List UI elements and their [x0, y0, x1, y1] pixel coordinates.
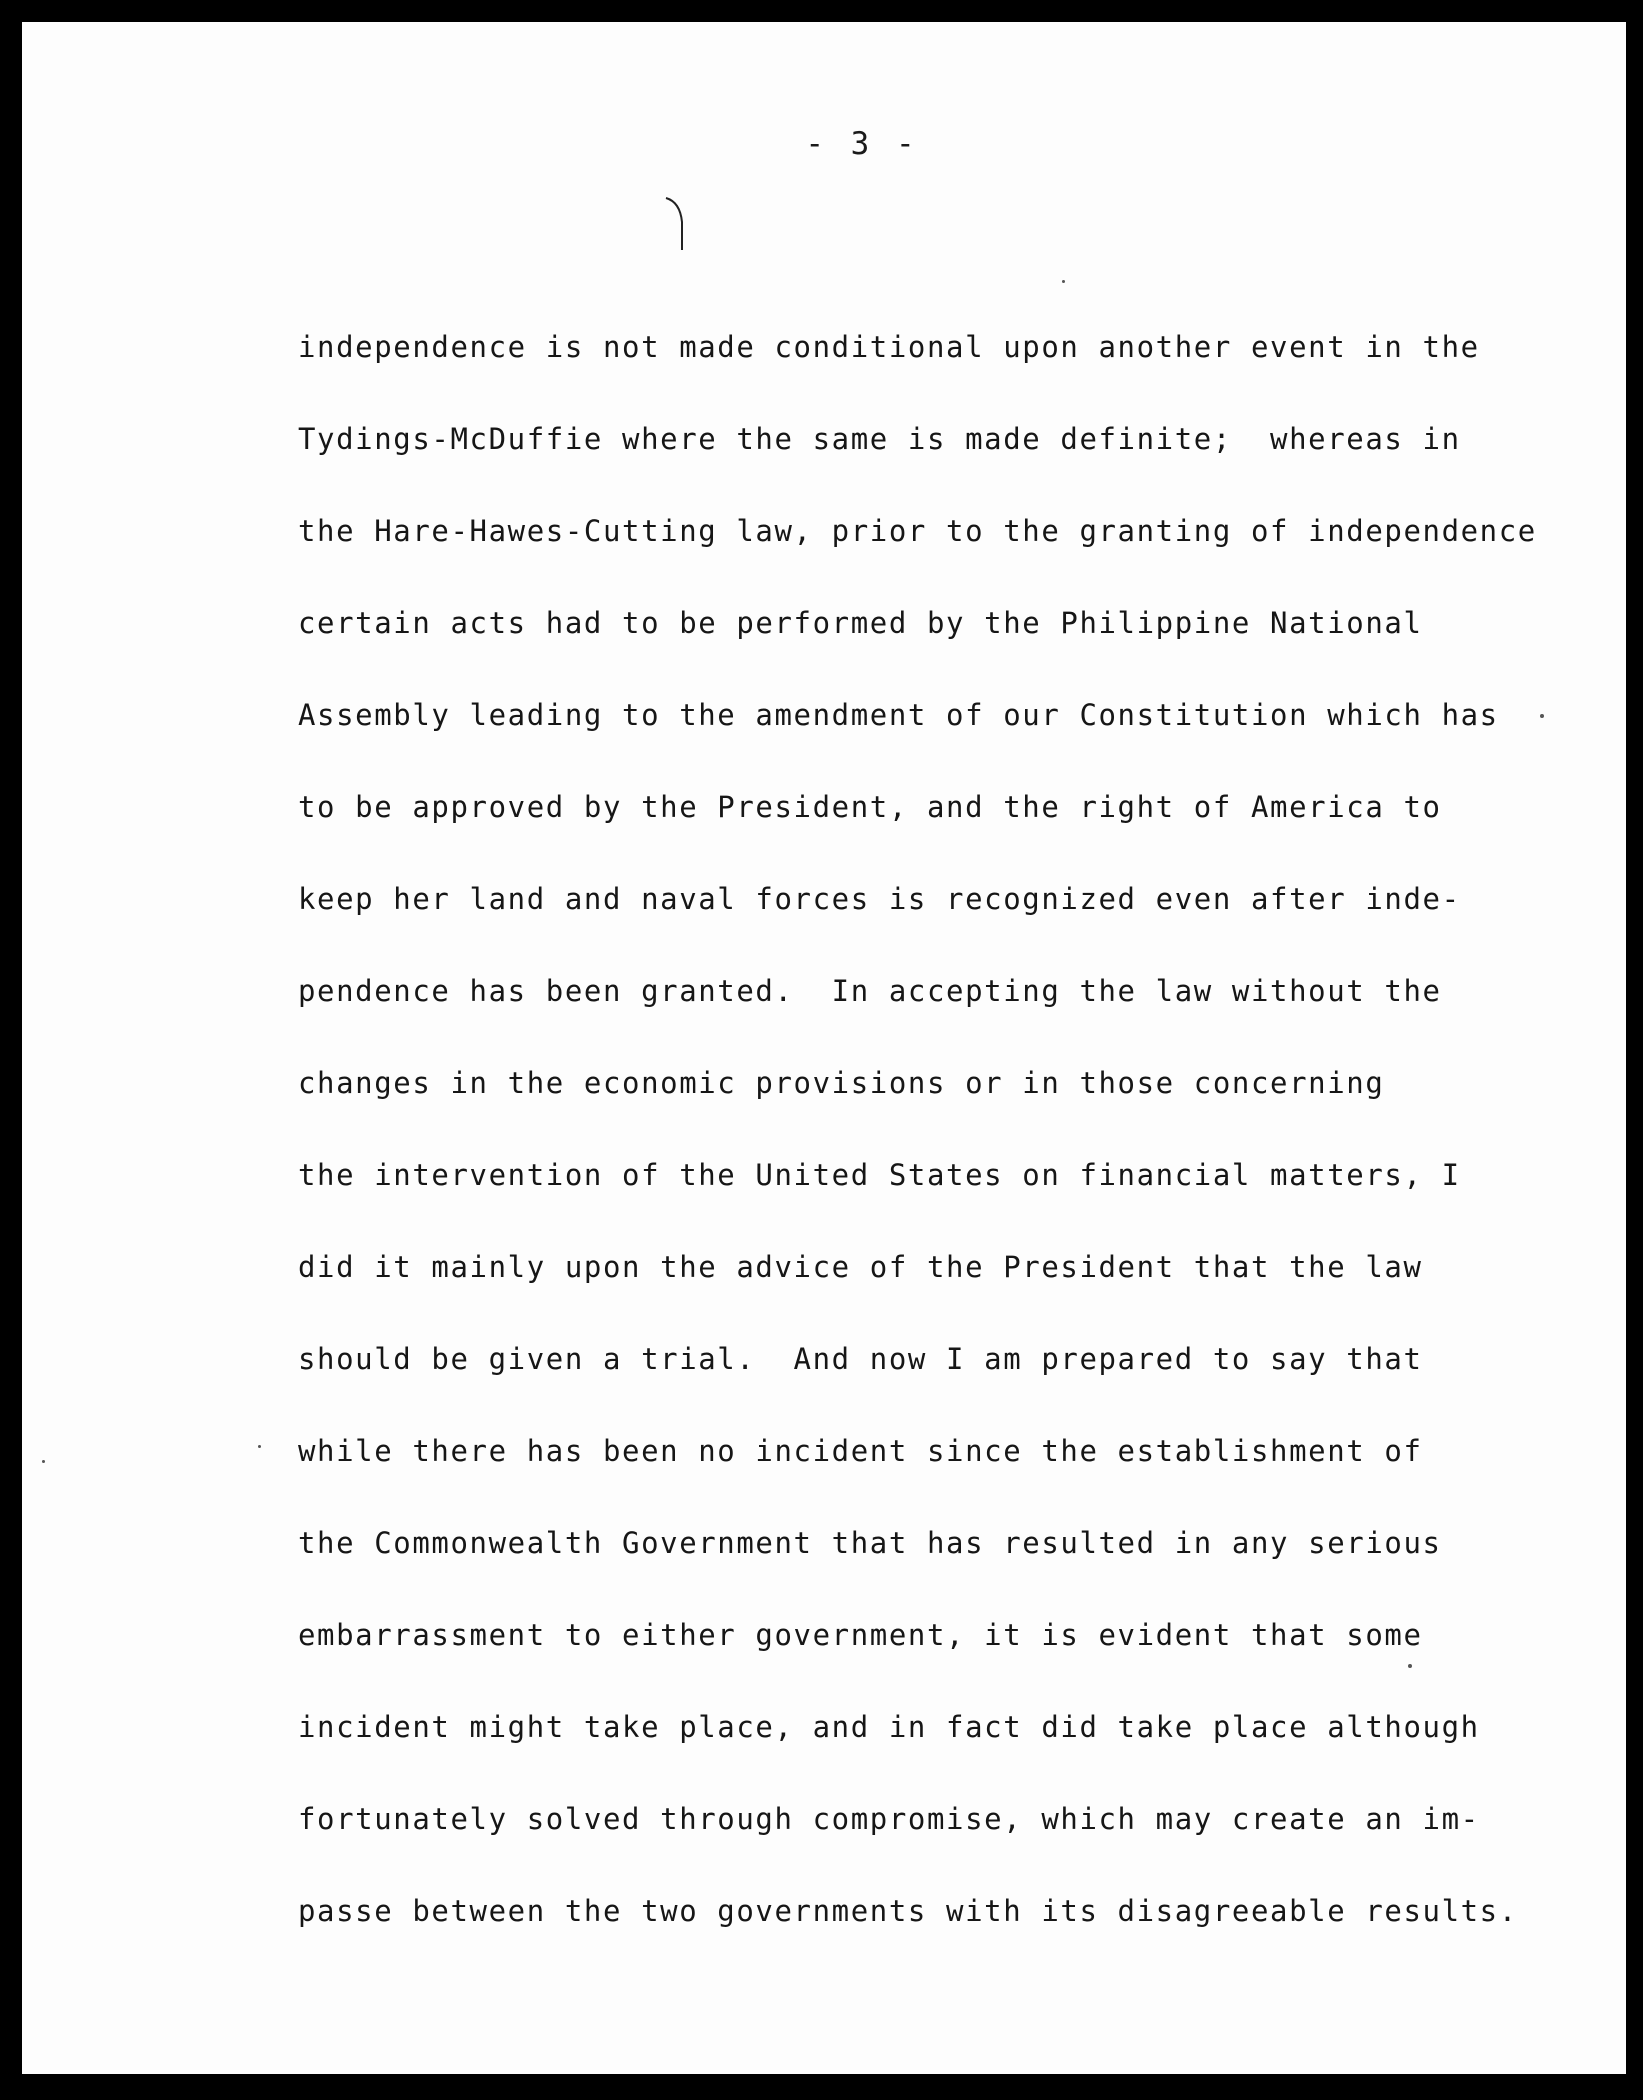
- text-line: incident might take place, and in fact did take place although: [298, 1710, 1480, 1744]
- text-line: passe between the two governments with its disagreeable results.: [298, 1894, 1518, 1928]
- text-line: fortunately solved through compromise, which may create an im-: [298, 1802, 1480, 1836]
- pencil-mark-icon: [662, 192, 702, 284]
- page-number: - 3 -: [805, 126, 919, 162]
- text-line: certain acts had to be performed by the Philippine National: [298, 606, 1423, 640]
- text-line: to be approved by the President, and the right of America to: [298, 790, 1442, 824]
- text-line: the Hare-Hawes-Cutting law, prior to the granting of independence: [298, 514, 1537, 548]
- text-line: should be given a trial. And now I am prepared to say that: [298, 1342, 1423, 1376]
- body-text: [298, 327, 1548, 1983]
- document-page: [22, 22, 1626, 2074]
- text-line: Tydings-McDuffie where the same is made definite; whereas in: [298, 422, 1461, 456]
- ink-speck: [1062, 280, 1065, 283]
- text-line: keep her land and naval forces is recognized even after inde-: [298, 882, 1461, 916]
- ink-speck: [1408, 1664, 1412, 1668]
- text-line: embarrassment to either government, it is evident that some: [298, 1618, 1423, 1652]
- text-line: did it mainly upon the advice of the President that the law: [298, 1250, 1423, 1284]
- text-line: pendence has been granted. In accepting the law without the: [298, 974, 1442, 1008]
- text-line: independence is not made conditional upon another event in the: [298, 330, 1480, 364]
- text-line: Assembly leading to the amendment of our Constitution which has: [298, 698, 1499, 732]
- ink-speck: [1540, 714, 1544, 718]
- text-line: while there has been no incident since the establishment of: [298, 1434, 1423, 1468]
- text-line: the intervention of the United States on financial matters, I: [298, 1158, 1461, 1192]
- text-line: changes in the economic provisions or in those concerning: [298, 1066, 1385, 1100]
- ink-speck: [258, 1445, 261, 1448]
- ink-speck: [42, 1460, 45, 1463]
- text-line: the Commonwealth Government that has resulted in any serious: [298, 1526, 1442, 1560]
